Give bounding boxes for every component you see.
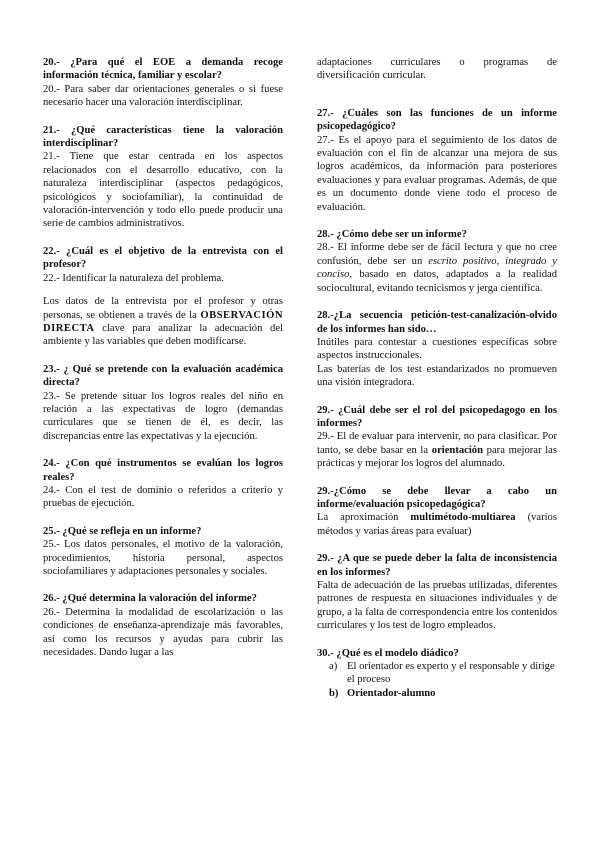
- question-25-title: 25.- ¿Qué se refleja en un informe?: [43, 525, 202, 537]
- answer-21: 21.- Tiene que estar centrada en los aspectos relacionados con el desarrollo educativo, con la naturaleza interdisciplinar (aspectos pedagógicos, psicológicos y sociofamiliar), la continuidad de valoración-intervención y todo ello puede producir una serie de cambios administrativos.: [43, 151, 283, 230]
- answer-23: 23.- Se pretende situar los logros reales del niño en relación a las expectativas de logro (demandas curriculares que se tienen de él, es decir, las discrepancias entre las expectativas y la ejecución.: [43, 390, 283, 442]
- question-29: [317, 404, 557, 471]
- question-29c: [317, 552, 557, 632]
- question-28-title: 28.- ¿Cómo debe ser un informe?: [317, 229, 467, 241]
- answer-28b-2: Las baterías de los test estandarizados no promueven una visión integradora.: [317, 363, 557, 389]
- question-28b-title: 28.-¿La secuencia petición-test-canalización-olvido de los informes han sido…: [317, 310, 557, 335]
- answer-29b: La aproximación multimétodo-multiarea (varios métodos y varias áreas para evaluar): [317, 512, 557, 537]
- left-column: [43, 56, 283, 673]
- answer-24: 24.- Con el test de dominio o referidos a criterio y pruebas de ejecución.: [43, 484, 283, 510]
- answer-29: 29.- El de evaluar para intervenir, no para clasificar. Por tanto, se debe basar en la orientación para mejorar las prácticas y mejorar los logros del alumnado.: [317, 431, 557, 470]
- question-26-title: 26.- ¿Qué determina la valoración del informe?: [43, 593, 257, 605]
- question-28b: [317, 309, 557, 389]
- answer-27: 27.- Es el apoyo para el seguimiento de los datos de evaluación con el fin de alcanzar una mejora de sus logros académicos, da información para posteriores evaluaciones y para evaluar programas. Además, de que es un documento donde viene todo el proceso de evaluación.: [317, 134, 557, 213]
- list-item: a) El orientador es experto y el responsable y dirige el proceso: [329, 661, 555, 686]
- question-22: [43, 245, 283, 349]
- question-26: [43, 592, 283, 659]
- answer-28: 28.- El informe debe ser de fácil lectura y que no cree confusión, debe ser un escrito positivo, integrado y conciso, basado en datos, adaptados a la realidad sociocultural, evitando tecnicismos y jerga científica.: [317, 242, 558, 294]
- question-24-title: 24.- ¿Con qué instrumentos se evalúan los logros reales?: [43, 458, 283, 483]
- answer-22: 22.- Identificar la naturaleza del problema.: [43, 272, 224, 284]
- question-29-title: 29.- ¿Cuál debe ser el rol del psicopedagogo en los informes?: [317, 404, 557, 429]
- question-29b: [317, 485, 557, 539]
- answer-26-continued: adaptaciones curriculares o programas de diversificación curricular.: [317, 57, 557, 82]
- question-25: [43, 525, 283, 579]
- question-24: [43, 457, 283, 511]
- question-20-title: 20.- ¿Para qué el EOE a demanda recoge información técnica, familiar y escolar?: [43, 57, 283, 82]
- answer-29c: Falta de adecuación de las pruebas utilizadas, diferentes patrones de respuesta en situaciones individuales y de grupo, a la falta de correspondencia entre los contenidos curriculares y los test de logro empleados.: [317, 580, 557, 632]
- question-23: [43, 363, 283, 443]
- answer-26: 26.- Determina la modalidad de escolarización o las condiciones de enseñanza-aprendizaje más favorables, así como los recursos y ayudas para cubrir las necesidades. Dando lugar a las: [43, 606, 283, 659]
- question-20: [43, 56, 283, 110]
- question-30-title: 30.- ¿Qué es el modelo diádico?: [317, 647, 459, 659]
- answer-20: 20.- Para saber dar orientaciones generales o si fuese necesario hacer una valoración interdisciplinar.: [43, 83, 283, 109]
- answer-28b-1: Inútiles para contestar a cuestiones específicas sobre aspectos instruccionales.: [317, 336, 557, 362]
- answer-26-continued-block: [317, 56, 557, 83]
- question-21: [43, 124, 283, 231]
- answer-25: 25.- Los datos personales, el motivo de la valoración, procedimientos, historia personal, aspectos sociofamiliares y adaptaciones personales y sociales.: [43, 539, 283, 577]
- question-30: [317, 647, 557, 701]
- question-29b-title: 29.-¿Cómo se debe llevar a cabo un informe/evaluación psicopedagógica?: [317, 485, 557, 510]
- question-27-title: 27.- ¿Cuáles son las funciones de un informe psicopedagógico?: [317, 107, 557, 133]
- question-22-title: 22.- ¿Cuál es el objetivo de la entrevista con el profesor?: [43, 245, 283, 271]
- answer-22-extra: Los datos de la entrevista por el profesor y otras personas, se obtienen a través de la OBSERVACIÓN DIRECTA clave para analizar la adecuación del ambiente y las variables que deben modificarse.: [43, 296, 283, 348]
- question-21-title: 21.- ¿Qué características tiene la valoración interdisciplinar?: [43, 124, 283, 150]
- diadic-model-list: [317, 660, 557, 700]
- right-column: [317, 56, 557, 714]
- list-item: b) Orientador-alumno: [329, 687, 436, 699]
- question-29c-title: 29.- ¿A que se puede deber la falta de inconsistencia en los informes?: [317, 553, 557, 578]
- question-27: [317, 107, 557, 214]
- question-23-title: 23.- ¿ Qué se pretende con la evaluación académica directa?: [43, 363, 283, 389]
- question-28: [317, 228, 557, 295]
